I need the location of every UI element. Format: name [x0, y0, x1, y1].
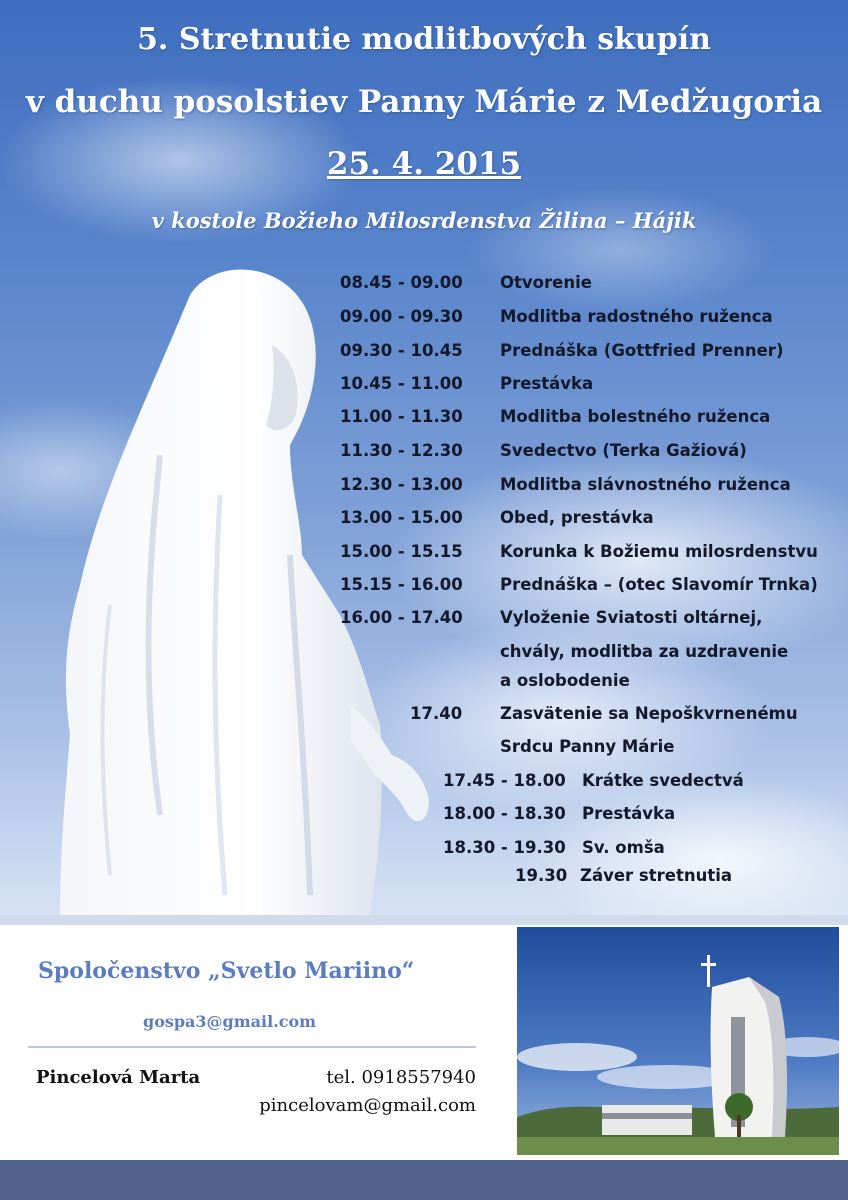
schedule-time: 17.45 - 18.00	[443, 771, 566, 790]
schedule-event: Srdcu Panny Márie	[500, 737, 675, 756]
schedule-event: Prednáška – (otec Slavomír Trnka)	[500, 575, 818, 594]
schedule-event: Krátke svedectvá	[582, 771, 744, 790]
schedule-time: 17.40	[410, 704, 463, 723]
schedule-time: 15.15 - 16.00	[340, 575, 463, 594]
schedule-time: 16.00 - 17.40	[340, 608, 463, 627]
schedule-event: Svedectvo (Terka Gažiová)	[500, 441, 747, 460]
schedule-event: a oslobodenie	[500, 671, 630, 690]
schedule-event: Modlitba bolestného ruženca	[500, 407, 771, 426]
organization-name: Spoločenstvo „Svetlo Mariino“	[38, 958, 415, 984]
title-line-2: v duchu posolstiev Panny Márie z Medžugoria	[25, 84, 823, 120]
schedule-time: 09.30 - 10.45	[340, 341, 463, 360]
schedule-event: Modlitba radostného ruženca	[500, 307, 773, 326]
schedule-time: 09.00 - 09.30	[340, 307, 463, 326]
schedule-time: 11.30 - 12.30	[340, 441, 463, 460]
schedule-time: 18.00 - 18.30	[443, 804, 566, 823]
schedule-time: 18.30 - 19.30	[443, 838, 566, 857]
organization-email[interactable]: gospa3@gmail.com	[143, 1012, 317, 1031]
schedule-event: Prednáška (Gottfried Prenner)	[500, 341, 784, 360]
title-line-1: 5. Stretnutie modlitbových skupín	[137, 22, 711, 57]
schedule-time: 11.00 - 11.30	[340, 407, 463, 426]
event-date: 25. 4. 2015	[326, 146, 522, 182]
schedule-event: Prestávka	[582, 804, 676, 823]
schedule-time: 13.00 - 15.00	[340, 508, 463, 527]
divider	[28, 1046, 476, 1048]
schedule-event: Sv. omša	[582, 838, 665, 857]
separator-band	[0, 915, 848, 925]
schedule-event: Modlitba slávnostného ruženca	[500, 475, 791, 494]
schedule-event: chvály, modlitba za uzdravenie	[500, 642, 789, 661]
contact-email[interactable]: pincelovam@gmail.com	[259, 1095, 476, 1116]
contact-person: Pincelová Marta	[36, 1067, 201, 1088]
contact-phone[interactable]: tel. 0918557940	[326, 1067, 476, 1088]
schedule-time: 12.30 - 13.00	[340, 475, 463, 494]
schedule-time: 19.30	[515, 866, 568, 885]
schedule-event: Zasvätenie sa Nepoškvrnenému	[500, 704, 798, 723]
schedule-event: Korunka k Božiemu milosrdenstvu	[500, 542, 818, 561]
schedule-event: Záver stretnutia	[580, 866, 733, 885]
church-photo	[517, 927, 839, 1155]
schedule-event: Obed, prestávka	[500, 508, 654, 527]
schedule-time: 10.45 - 11.00	[340, 374, 463, 393]
event-venue: v kostole Božieho Milosrdenstva Žilina – Hájik	[151, 208, 697, 233]
schedule-event: Prestávka	[500, 374, 594, 393]
schedule-time: 08.45 - 09.00	[340, 273, 463, 292]
schedule-event: Otvorenie	[500, 273, 592, 292]
schedule-event: Vyloženie Sviatosti oltárnej,	[500, 608, 763, 627]
footer-band	[0, 1160, 848, 1200]
schedule-time: 15.00 - 15.15	[340, 542, 463, 561]
